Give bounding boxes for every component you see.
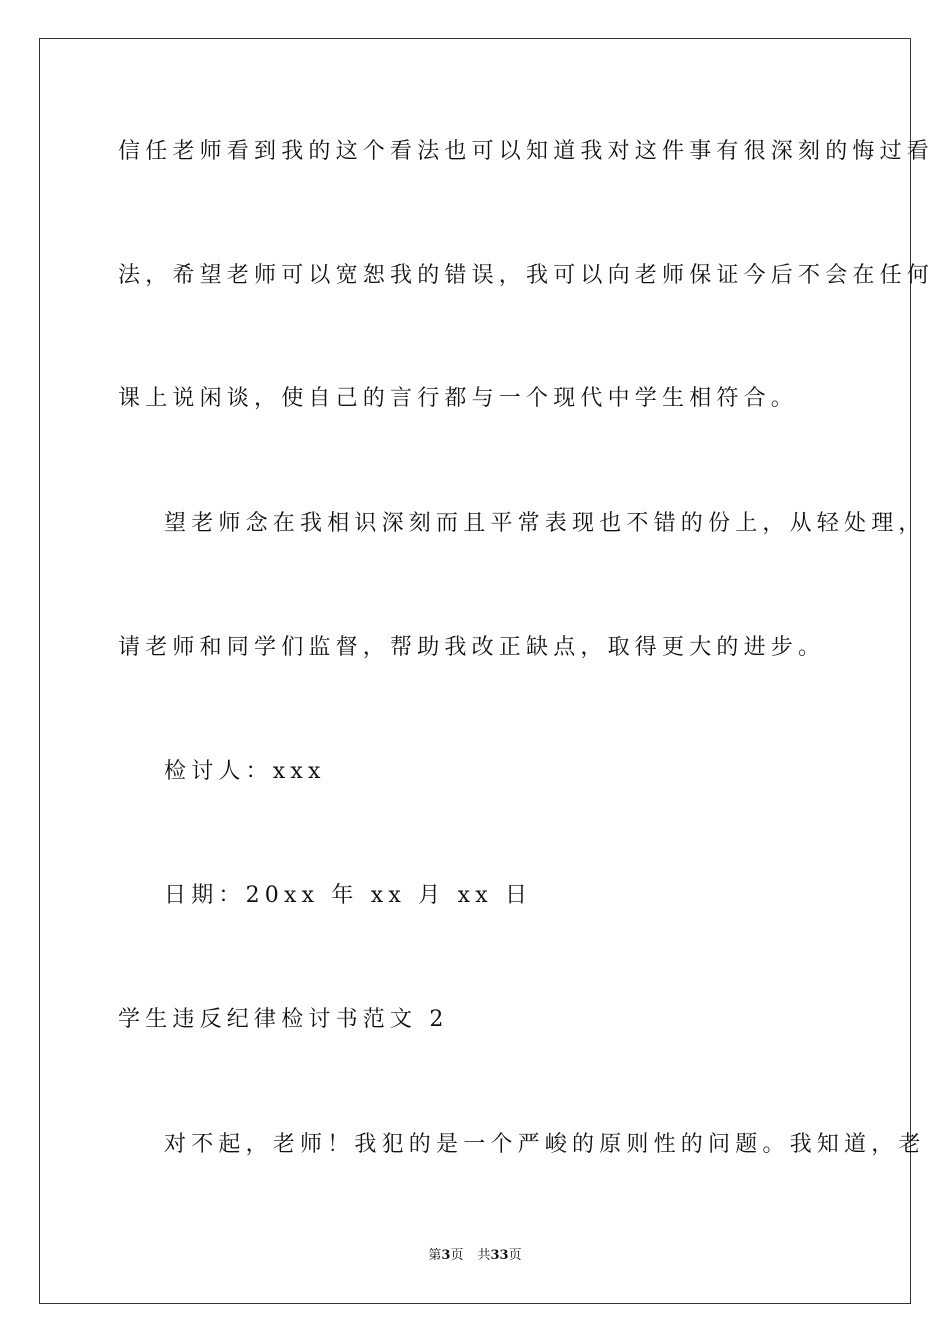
paragraph-line-1: 信任老师看到我的这个看法也可以知道我对这件事有很深刻的悔过看 <box>118 139 935 164</box>
page-border <box>39 38 911 1304</box>
signature-line: 检讨人：xxx <box>164 759 326 784</box>
page-footer <box>0 1247 950 1265</box>
paragraph-line-3: 课上说闲谈，使自己的言行都与一个现代中学生相符合。 <box>118 386 799 411</box>
section-heading: 学生违反纪律检讨书范文 2 <box>118 1007 449 1032</box>
total-prefix: 共 <box>477 1248 491 1263</box>
date-line: 日期：20xx 年 xx 月 xx 日 <box>164 883 533 908</box>
page-number: 3 <box>441 1248 451 1263</box>
total-suffix: 页 <box>508 1248 522 1263</box>
page-prefix: 第 <box>428 1248 442 1263</box>
paragraph-line-5: 请老师和同学们监督，帮助我改正缺点，取得更大的进步。 <box>118 635 826 660</box>
paragraph-line-6: 对不起，老师！我犯的是一个严峻的原则性的问题。我知道，老 <box>164 1132 926 1157</box>
total-pages: 33 <box>490 1248 509 1263</box>
paragraph-line-2: 法，希望老师可以宽恕我的错误，我可以向老师保证今后不会在任何 <box>118 263 935 288</box>
page-suffix: 页 <box>450 1248 464 1263</box>
paragraph-line-4: 望老师念在我相识深刻而且平常表现也不错的份上，从轻处理， <box>164 511 926 536</box>
